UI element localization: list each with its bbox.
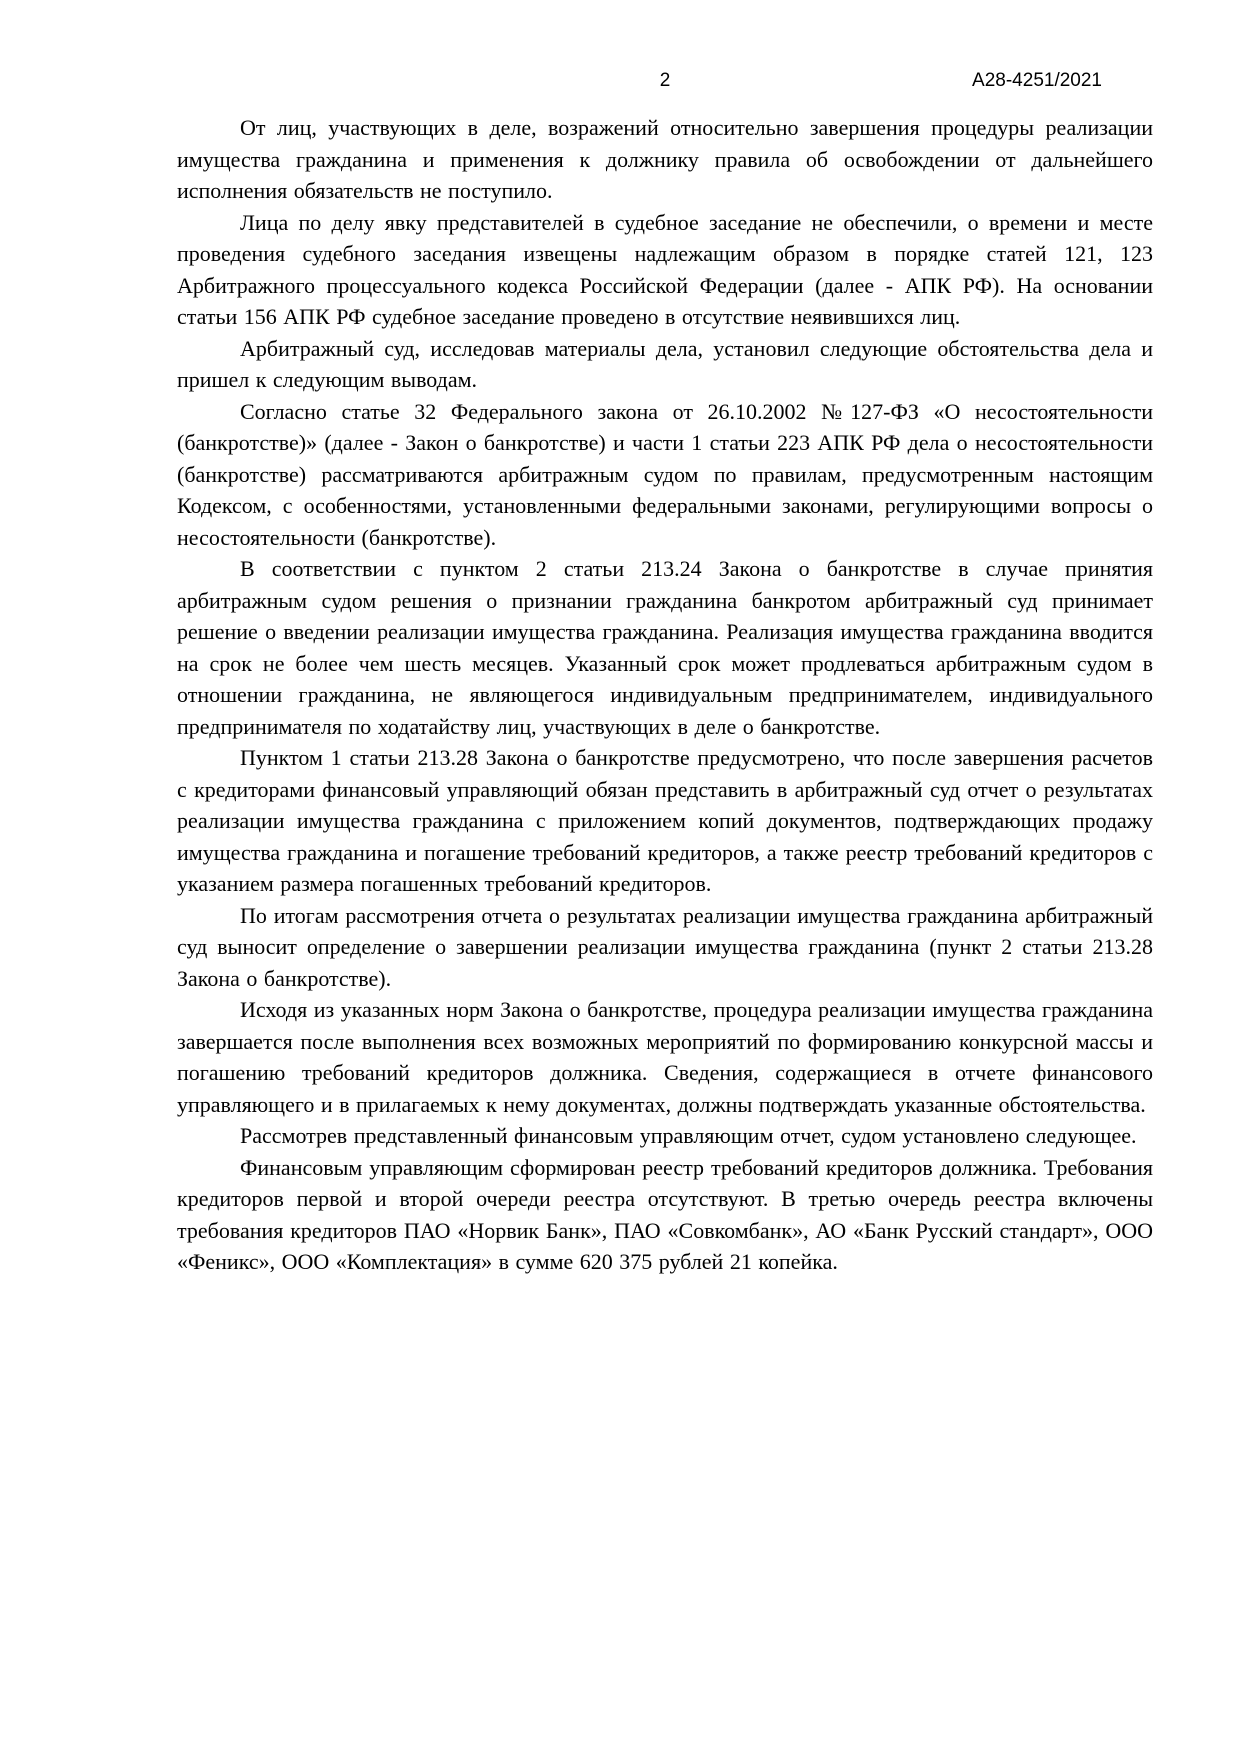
paragraph: Финансовым управляющим сформирован реестр требований кредиторов должника. Требования кредиторов первой и второй очереди реестра отсутствуют. В третью очередь реестра включены требования кредиторов ПАО «Норвик Банк», ПАО «Совкомбанк», АО «Банк Русский стандарт», ООО «Феникс», ООО «Комплектация» в сумме 620 375 рублей 21 копейка. bbox=[177, 1154, 1153, 1274]
paragraph: Арбитражный суд, исследовав материалы дела, установил следующие обстоятельства дела и пришел к следующим выводам. bbox=[177, 335, 1153, 392]
paragraph: Пунктом 1 статьи 213.28 Закона о банкротстве предусмотрено, что после завершения расчетов с кредиторами финансовый управляющий обязан представить в арбитражный суд отчет о результатах реализации имущества гражданина с приложением копий документов, подтверждающих продажу имущества гражданина и погашение требований кредиторов, а также реестр требований кредиторов с указанием размера погашенных требований кредиторов. bbox=[177, 745, 1153, 896]
paragraph: Согласно статье 32 Федерального закона от 26.10.2002 №127-ФЗ «О несостоятельности (банкротстве)» (далее - Закон о банкротстве) и части 1 статьи 223 АПК РФ дела о несостоятельности (банкротстве) рассматриваются арбитражным судом по правилам, предусмотренным настоящим Кодексом, с особенностями, установленными федеральными законами, регулирующими вопросы о несостоятельности (банкротстве). bbox=[177, 398, 1153, 550]
document-body bbox=[177, 112, 1153, 1278]
page-number: 2 bbox=[659, 70, 671, 91]
paragraph: В соответствии с пунктом 2 статьи 213.24 Закона о банкротстве в случае принятия арбитражным судом решения о признании гражданина банкротом арбитражный суд принимает решение о введении реализации имущества гражданина. Реализация имущества гражданина вводится на срок не более чем шесть месяцев. Указанный срок может продлеваться арбитражным судом в отношении гражданина, не являющегося индивидуальным предпринимателем, индивидуального предпринимателя по ходатайству лиц, участвующих в деле о банкротстве. bbox=[177, 556, 1153, 739]
paragraph: Рассмотрев представленный финансовым управляющим отчет, судом установлено следующее. bbox=[240, 1123, 1137, 1148]
paragraph: По итогам рассмотрения отчета о результатах реализации имущества гражданина арбитражный суд выносит определение о завершении реализации имущества гражданина (пункт 2 статьи 213.28 Закона о банкротстве). bbox=[177, 902, 1153, 991]
paragraph: От лиц, участвующих в деле, возражений относительно завершения процедуры реализации имущества гражданина и применения к должнику правила об освобождении от дальнейшего исполнения обязательств не поступило. bbox=[177, 115, 1153, 203]
case-number: А28-4251/2021 bbox=[972, 70, 1102, 91]
paragraph: Лица по делу явку представителей в судебное заседание не обеспечили, о времени и месте проведения судебного заседания извещены надлежащим образом в порядке статей 121, 123 Арбитражного процессуального кодекса Российской Федерации (далее - АПК РФ). На основании статьи 156 АПК РФ судебное заседание проведено в отсутствие неявившихся лиц. bbox=[177, 209, 1153, 329]
paragraph: Исходя из указанных норм Закона о банкротстве, процедура реализации имущества гражданина завершается после выполнения всех возможных мероприятий по формированию конкурсной массы и погашению требований кредиторов должника. Сведения, содержащиеся в отчете финансового управляющего и в прилагаемых к нему документах, должны подтверждать указанные обстоятельства. bbox=[177, 997, 1153, 1117]
